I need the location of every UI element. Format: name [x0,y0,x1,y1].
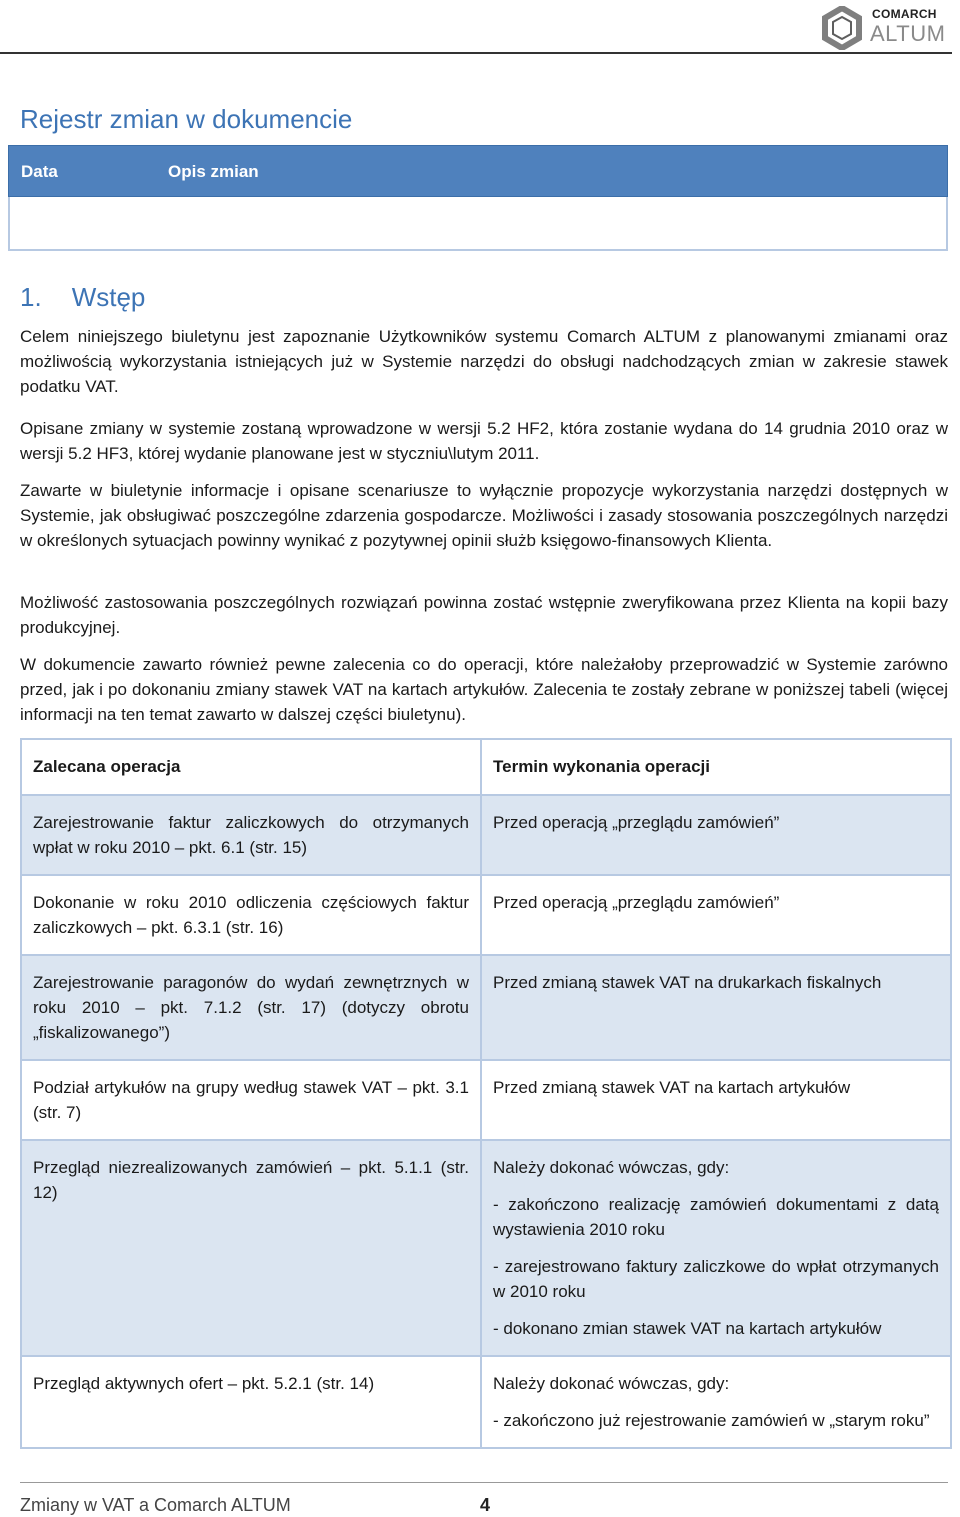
section-number: 1. [20,282,42,312]
comarch-altum-logo [820,4,950,50]
operation-cell: Dokonanie w roku 2010 odliczenia częściowych faktur zaliczkowych – pkt. 6.3.1 (str. 16) [21,875,481,955]
operations-header-row [21,739,951,795]
deadline-line: - zakończono realizację zamówień dokumentami z datą wystawienia 2010 roku [493,1195,939,1239]
deadline-cell [481,1060,951,1140]
paragraph-recommendations: W dokumencie zawarto również pewne zalecenia co do operacji, które należałoby przeprowadzić w Systemie zarówno przed, jak i po dokonaniu zmiany stawek VAT na kartach artykułów. Zalecenia te zostały zebrane w poniższej tabeli (więcej informacji na ten temat zawarto w dalszej części biuletynu). [20,655,948,724]
operation-cell: Podział artykułów na grupy według stawek VAT – pkt. 3.1 (str. 7) [21,1060,481,1140]
paragraph-verification: Możliwość zastosowania poszczególnych rozwiązań powinna zostać wstępnie zweryfikowana przez Klienta na kopii bazy produkcyjnej. [20,593,948,637]
change-register-header [8,145,948,197]
comarch-hexagon-icon [820,6,864,50]
operation-cell: Przegląd niezrealizowanych zamówień – pkt. 5.1.1 (str. 12) [21,1140,481,1356]
deadline-line: - zakończono już rejestrowanie zamówień w „starym roku” [493,1411,930,1430]
header-operation-deadline: Termin wykonania operacji [481,739,951,795]
footer-divider [20,1482,948,1483]
table-row [21,1060,951,1140]
table-row [21,955,951,1060]
deadline-line: Przed zmianą stawek VAT na kartach artykułów [493,1078,851,1097]
operation-cell: Zarejestrowanie paragonów do wydań zewnętrznych w roku 2010 – pkt. 7.1.2 (str. 17) (dotyczy obrotu „fiskalizowanego”) [21,955,481,1060]
deadline-line: Należy dokonać wówczas, gdy: [493,1158,730,1177]
section-title: Wstęp [71,282,146,312]
table-row [21,795,951,875]
deadline-line: - zarejestrowano faktury zaliczkowe do wpłat otrzymanych w 2010 roku [493,1257,939,1301]
table-row [21,1356,951,1448]
change-register-empty-row [8,197,948,251]
header-recommended-operation: Zalecana operacja [21,739,481,795]
paragraph-versions: Opisane zmiany w systemie zostaną wprowadzone w wersji 5.2 HF2, która zostanie wydana do 14 grudnia 2010 oraz w wersji 5.2 HF3, której wydanie planowane jest w styczniu\lutym 2011. [20,419,948,463]
table-row [21,1140,951,1356]
deadline-cell [481,795,951,875]
table-row [21,875,951,955]
paragraph-intro: Celem niniejszego biuletynu jest zapoznanie Użytkowników systemu Comarch ALTUM z planowanymi zmianami oraz możliwością wykorzystania istniejących już w Systemie narzędzi do obsługi nadchodzących zmian w zakresie stawek podatku VAT. [20,327,948,396]
section-heading [20,282,145,313]
paragraph-scenarios: Zawarte w biuletynie informacje i opisane scenariusze to wyłącznie propozycje wykorzystania narzędzi dostępnych w Systemie, jak obsługiwać poszczególne zdarzenia gospodarcze. Możliwości i zasady stosowania poszczególnych narzędzi w określonych sytuacjach powinny wynikać z pozytywnej opinii służb księgowo-finansowych Klienta. [20,481,948,550]
header-divider [0,52,952,54]
operation-cell: Zarejestrowanie faktur zaliczkowych do otrzymanych wpłat w roku 2010 – pkt. 6.1 (str. 15) [21,795,481,875]
deadline-line: Przed operacją „przeglądu zamówień” [493,813,780,832]
column-description: Opis zmian [168,162,259,181]
deadline-cell [481,955,951,1060]
deadline-cell [481,1356,951,1448]
deadline-cell [481,1140,951,1356]
page-number: 4 [480,1495,491,1515]
deadline-line: - dokonano zmian stawek VAT na kartach artykułów [493,1319,882,1338]
change-register-table [8,145,948,251]
footer-document-title: Zmiany w VAT a Comarch ALTUM [20,1495,291,1515]
document-title: Rejestr zmian w dokumencie [20,104,353,134]
deadline-line: Przed operacją „przeglądu zamówień” [493,893,780,912]
operation-cell: Przegląd aktywnych ofert – pkt. 5.2.1 (str. 14) [21,1356,481,1448]
operations-table [20,738,952,1449]
logo-text-altum: ALTUM [870,21,946,46]
deadline-cell [481,875,951,955]
logo-text-comarch: COMARCH [872,7,937,21]
column-date: Data [21,162,58,181]
deadline-line: Przed zmianą stawek VAT na drukarkach fiskalnych [493,973,882,992]
deadline-line: Należy dokonać wówczas, gdy: [493,1374,730,1393]
